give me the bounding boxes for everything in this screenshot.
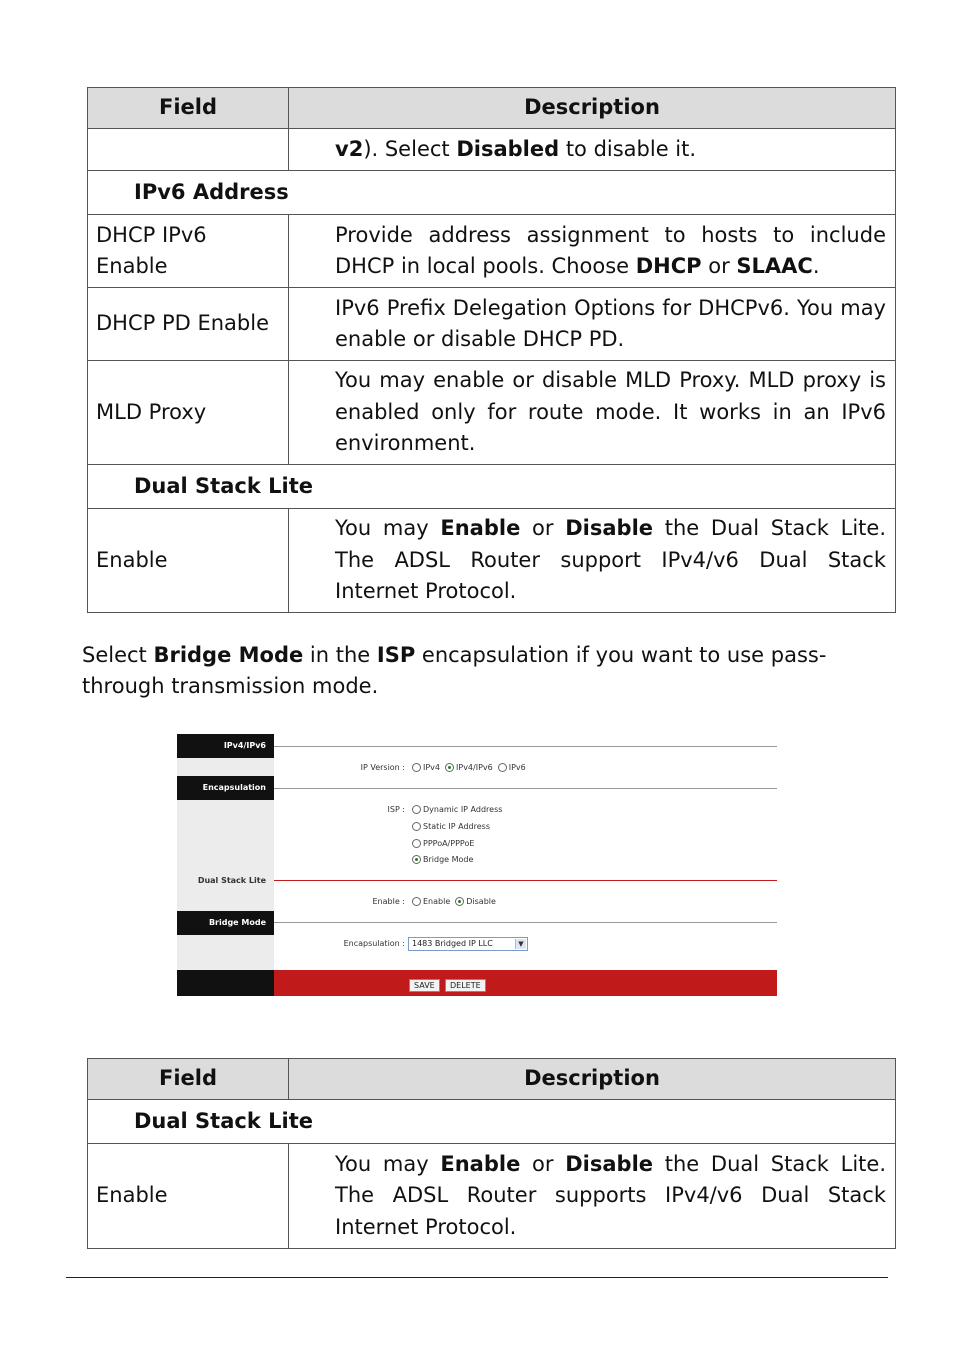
section-label-dual-stack-lite: Dual Stack Lite <box>197 876 266 885</box>
radio-label: Disable <box>466 897 496 906</box>
section-header-bridge-mode: Bridge Mode <box>177 911 274 935</box>
description-cell: Provide address assignment to hosts to include DHCP in local pools. Choose DHCP or SLAAC. <box>289 215 896 288</box>
radio-label: Dynamic IP Address <box>423 805 503 814</box>
column-header-field: Field <box>88 88 289 129</box>
enable-label: Enable : <box>372 897 405 906</box>
radio-label: IPv4/IPv6 <box>456 763 493 772</box>
ip-version-options <box>412 763 526 772</box>
radio-label: Enable <box>423 897 451 906</box>
section-header-ipv4-ipv6: IPv4/IPv6 <box>177 734 274 758</box>
field-cell: DHCP PD Enable <box>88 288 289 361</box>
radio-disable[interactable] <box>455 897 464 906</box>
section-row-dual-stack-lite <box>88 465 896 509</box>
chevron-down-icon: ▼ <box>515 939 526 949</box>
radio-label: Bridge Mode <box>423 855 474 864</box>
encapsulation-select[interactable] <box>408 937 528 951</box>
delete-button[interactable]: DELETE <box>445 979 486 992</box>
save-button[interactable]: SAVE <box>409 979 440 992</box>
table-row <box>88 1144 896 1249</box>
radio-ipv6[interactable] <box>498 763 507 772</box>
table-row <box>88 215 896 288</box>
section-title: IPv6 Address <box>88 171 896 215</box>
radio-label: PPPoA/PPPoE <box>423 839 475 848</box>
radio-ipv4[interactable] <box>412 763 421 772</box>
footer-bar-left <box>177 970 274 996</box>
radio-pppoa-pppoe[interactable] <box>412 839 421 848</box>
radio-label: IPv4 <box>423 763 441 772</box>
table-header-row <box>88 88 896 129</box>
isp-option-static <box>412 822 490 831</box>
divider <box>274 922 777 923</box>
field-cell: Enable <box>88 1144 289 1249</box>
divider-red <box>274 880 777 881</box>
isp-option-bridge <box>412 855 473 864</box>
field-description-table-2 <box>87 1058 896 1249</box>
footer-bar <box>274 970 777 996</box>
field-cell <box>88 129 289 171</box>
description-cell: You may Enable or Disable the Dual Stack Lite. The ADSL Router support IPv4/v6 Dual Stack Internet Protocol. <box>289 509 896 613</box>
table-row <box>88 509 896 613</box>
radio-bridge-mode[interactable] <box>412 855 421 864</box>
section-row-dual-stack-lite <box>88 1100 896 1144</box>
field-cell: DHCP IPv6 Enable <box>88 215 289 288</box>
table-row <box>88 361 896 465</box>
radio-label: IPv6 <box>508 763 526 772</box>
ip-version-label: IP Version : <box>360 763 405 772</box>
field-cell: MLD Proxy <box>88 361 289 465</box>
isp-label: ISP : <box>387 805 405 814</box>
radio-static-ip[interactable] <box>412 822 421 831</box>
radio-dynamic-ip[interactable] <box>412 805 421 814</box>
body-paragraph: Select Bridge Mode in the ISP encapsulation if you want to use pass-through transmission mode. <box>82 643 827 698</box>
table-header-row <box>88 1059 896 1100</box>
section-title: Dual Stack Lite <box>88 1100 896 1144</box>
isp-option-dynamic <box>412 805 502 814</box>
divider <box>274 746 777 747</box>
field-description-table-1 <box>87 87 896 613</box>
description-cell: v2). Select Disabled to disable it. <box>289 129 896 171</box>
field-cell: Enable <box>88 509 289 613</box>
select-value: 1483 Bridged IP LLC <box>412 939 493 948</box>
section-header-encapsulation: Encapsulation <box>177 776 274 800</box>
radio-label: Static IP Address <box>423 822 491 831</box>
column-header-description: Description <box>289 88 896 129</box>
column-header-field: Field <box>88 1059 289 1100</box>
table-row <box>88 129 896 171</box>
sidebar <box>177 734 274 996</box>
description-cell: IPv6 Prefix Delegation Options for DHCPv6. You may enable or disable DHCP PD. <box>289 288 896 361</box>
enable-options <box>412 897 496 906</box>
router-settings-screenshot <box>177 734 777 996</box>
description-cell: You may enable or disable MLD Proxy. MLD proxy is enabled only for route mode. It works in an IPv6 environment. <box>289 361 896 465</box>
radio-ipv4-ipv6[interactable] <box>445 763 454 772</box>
column-header-description: Description <box>289 1059 896 1100</box>
description-cell: You may Enable or Disable the Dual Stack Lite. The ADSL Router supports IPv4/v6 Dual Stack Internet Protocol. <box>289 1144 896 1249</box>
divider <box>274 788 777 789</box>
encapsulation-label: Encapsulation : <box>343 939 405 948</box>
table-row <box>88 288 896 361</box>
section-title: Dual Stack Lite <box>88 465 896 509</box>
section-row-ipv6-address <box>88 171 896 215</box>
footer-rule <box>66 1277 888 1278</box>
radio-enable[interactable] <box>412 897 421 906</box>
isp-option-pppoa <box>412 839 474 848</box>
